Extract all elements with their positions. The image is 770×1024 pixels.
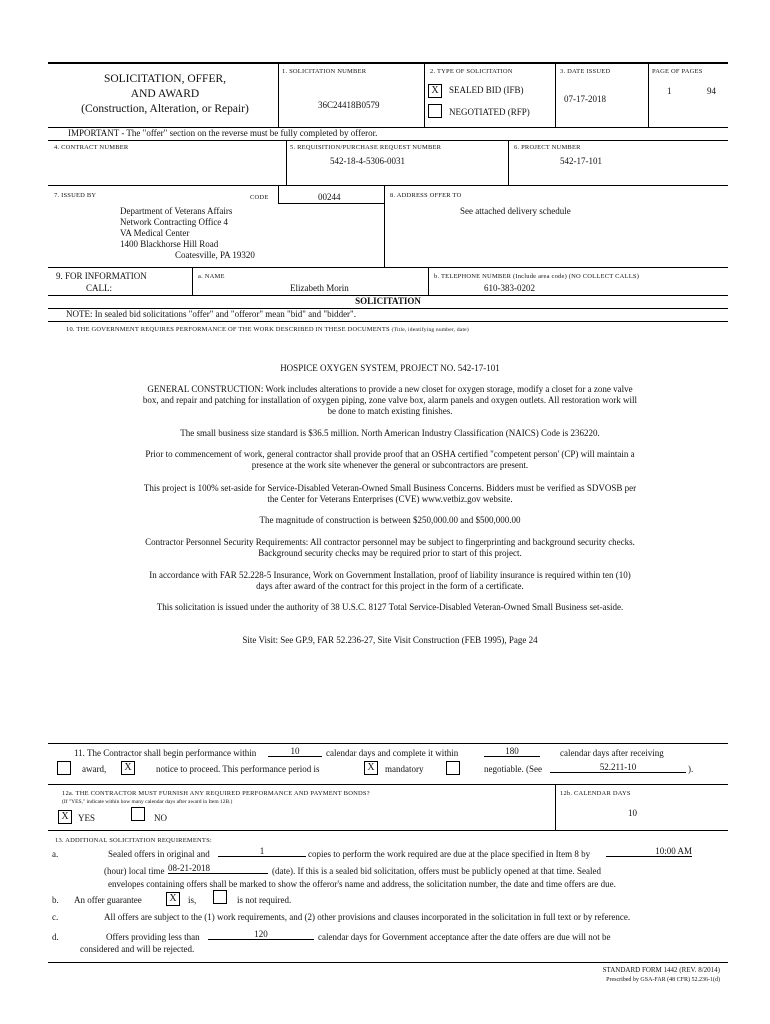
for-information-line2: CALL: [86, 283, 112, 293]
site-visit-paragraph: Site Visit: See GP.9, FAR 52.236-27, Site Visit Construction (FEB 1995), Page 24 [242, 635, 538, 645]
page-of-pages-label: PAGE OF PAGES [652, 68, 703, 75]
notice-to-proceed-label: notice to proceed. This performance period is [156, 764, 320, 774]
divider [278, 62, 279, 127]
contact-name-value: Elizabeth Morin [290, 283, 349, 293]
due-date-value: 08-21-2018 [168, 863, 268, 874]
telephone-value: 610-383-0202 [484, 283, 535, 293]
note-text: NOTE: In sealed bid solicitations "offer" and "offeror" mean "bid" and "bidder". [66, 309, 356, 319]
divider [648, 62, 649, 127]
bonds-yes-checkbox[interactable]: X [58, 810, 72, 824]
divider [384, 185, 385, 267]
insurance-paragraph: In accordance with FAR 52.228-5 Insurance, Work on Government Installation, proof of liability insurance is required within ten (10) days after award of the contract for this project in the form of a certificate. [149, 570, 631, 591]
item13d-letter: d. [52, 932, 59, 942]
issuer-line3: VA Medical Center [120, 228, 190, 238]
item13a-text3: (hour) local time [104, 866, 165, 876]
bonds-sublabel: (If "YES," indicate within how many calendar days after award in Item 12B.) [62, 799, 233, 805]
item13b-text: An offer guarantee [74, 895, 142, 905]
set-aside-paragraph: This project is 100% set-aside for Service-Disabled Veteran-Owned Small Business Concerns. Bidders must be verified as SDVOSB per the Center for Veterans Enterprises (CVE) www.vetbiz.gov website. [143, 483, 637, 504]
size-standard-paragraph: The small business size standard is $36.5 million. North American Industry Classification (NAICS) Code is 236220. [180, 428, 600, 438]
issuer-line2: Network Contracting Office 4 [120, 217, 229, 227]
mandatory-label: mandatory [385, 764, 424, 774]
guarantee-not-label: is not required. [237, 895, 292, 905]
item11-text3: calendar days after receiving [560, 748, 664, 758]
item10-label-text: 10. THE GOVERNMENT REQUIRES PERFORMANCE OF THE WORK DESCRIBED IN THESE DOCUMENTS [66, 326, 390, 333]
project-title: HOSPICE OXYGEN SYSTEM, PROJECT NO. 542-17-101 [280, 363, 500, 373]
page-number: 1 [667, 86, 672, 96]
contract-number-label: 4. CONTRACT NUMBER [54, 144, 129, 151]
telephone-label: b. TELEPHONE NUMBER (Include area code) (NO COLLECT CALLS) [434, 273, 640, 280]
divider [508, 140, 509, 185]
divider [286, 140, 287, 185]
form-title-line3: (Construction, Alteration, or Repair) [81, 103, 249, 115]
solicitation-number-label: 1. SOLICITATION NUMBER [282, 68, 367, 75]
rule [48, 743, 728, 744]
mandatory-checkbox[interactable]: X [364, 761, 378, 775]
item13c-letter: c. [52, 912, 59, 922]
rule [48, 830, 728, 831]
copies-value: 1 [218, 846, 306, 857]
see-clause-value: 52.211-10 [550, 762, 686, 773]
negotiable-label: negotiable. (See [484, 764, 542, 774]
acceptance-days-value: 120 [208, 929, 314, 940]
solicitation-type-label: 2. TYPE OF SOLICITATION [430, 68, 513, 75]
divider [555, 62, 556, 127]
issued-by-label: 7. ISSUED BY [54, 192, 97, 199]
contact-name-label: a. NAME [198, 273, 225, 280]
project-number-value: 542-17-101 [560, 156, 602, 166]
project-number-label: 6. PROJECT NUMBER [514, 144, 581, 151]
notice-to-proceed-checkbox[interactable]: X [121, 761, 135, 775]
sealed-bid-label: SEALED BID (IFB) [449, 85, 524, 95]
divider [555, 784, 556, 830]
magnitude-paragraph: The magnitude of construction is between $250,000.00 and $500,000.00 [259, 515, 521, 525]
authority-paragraph: This solicitation is issued under the authority of 38 U.S.C. 8127 Total Service-Disabled Veteran-Owned Small Business set-aside. [156, 602, 624, 612]
form-title-line1: SOLICITATION, OFFER, [103, 73, 227, 85]
calendar-days-value: 10 [628, 808, 637, 818]
calendar-days-label: 12b. CALENDAR DAYS [560, 790, 631, 797]
item13a-text1: Sealed offers in original and [108, 849, 210, 859]
rule [48, 267, 728, 268]
sealed-bid-checkbox[interactable]: X [428, 84, 442, 98]
security-paragraph: Contractor Personnel Security Requirements: All contractor personnel may be subject to fingerprinting and background security checks. Background security checks may be required prior to start of this project. [145, 537, 635, 558]
address-offer-to-label: 8. ADDRESS OFFER TO [390, 192, 462, 199]
item13b-letter: b. [52, 895, 59, 905]
guarantee-is-checkbox[interactable]: X [166, 892, 180, 906]
bonds-no-checkbox[interactable] [131, 807, 145, 821]
item11-text1: 11. The Contractor shall begin performance within [74, 748, 257, 758]
item13a-text4: (date). If this is a sealed bid solicitation, offers must be publicly opened at that time. Sealed [272, 866, 601, 876]
for-information-line1: 9. FOR INFORMATION [56, 271, 147, 281]
address-offer-to-value: See attached delivery schedule [460, 206, 571, 216]
award-checkbox[interactable] [57, 761, 71, 775]
guarantee-is-label: is, [188, 895, 197, 905]
important-notice: IMPORTANT - The "offer" section on the reverse must be fully completed by offeror. [68, 128, 378, 138]
divider [424, 62, 425, 127]
due-time-value: 10:00 AM [606, 846, 692, 857]
divider [278, 185, 279, 203]
item13a-text5: envelopes containing offers shall be marked to show the offeror's name and address, the solicitation number, the date and time offers are due. [108, 879, 616, 889]
negotiated-checkbox[interactable] [428, 104, 442, 118]
rule [48, 185, 728, 186]
divider [428, 267, 429, 295]
issuer-line1: Department of Veterans Affairs [120, 206, 233, 216]
bonds-yes-label: YES [78, 813, 96, 823]
for-information-label [56, 270, 147, 294]
bonds-no-label: NO [154, 813, 167, 823]
divider [192, 267, 193, 295]
additional-requirements-label: 13. ADDITIONAL SOLICITATION REQUIREMENTS: [55, 837, 212, 844]
requisition-value: 542-18-4-5306-0031 [330, 156, 405, 166]
bonds-label: 12a. THE CONTRACTOR MUST FURNISH ANY REQUIRED PERFORMANCE AND PAYMENT BONDS? [62, 790, 370, 797]
negotiated-label: NEGOTIATED (RFP) [449, 107, 530, 117]
item13d-text3: considered and will be rejected. [80, 944, 195, 954]
rule [48, 784, 728, 785]
osha-paragraph: Prior to commencement of work, general contractor shall provide proof that an OSHA certified "competent person' (CP) will maintain a presence at the work site whenever the general or subcontractors are present. [145, 449, 635, 470]
page-total: 94 [707, 86, 716, 96]
solicitation-heading: SOLICITATION [355, 296, 421, 306]
item11-close: ). [688, 764, 694, 774]
date-issued-label: 3. DATE ISSUED [560, 68, 611, 75]
item13d-text2: calendar days for Government acceptance after the date offers are due will not be [318, 932, 611, 942]
rule [48, 321, 728, 322]
code-label: CODE [250, 194, 269, 201]
form-identifier: STANDARD FORM 1442 (REV. 8/2014) [602, 966, 720, 974]
issuing-office-address [120, 206, 255, 261]
begin-days-value: 10 [268, 746, 322, 757]
solicitation-number-value: 36C24418B0579 [318, 100, 380, 110]
requisition-label: 5. REQUISITION/PURCHASE REQUEST NUMBER [290, 144, 442, 151]
rule [48, 140, 728, 141]
guarantee-not-checkbox[interactable] [213, 890, 227, 904]
item13d-text1: Offers providing less than [106, 932, 200, 942]
form-title [55, 72, 275, 117]
rule [48, 962, 728, 963]
item13a-letter: a. [52, 849, 59, 859]
issuer-line5: Coatesville, PA 19320 [175, 250, 255, 260]
top-rule [48, 62, 728, 64]
item10-label [66, 326, 469, 333]
negotiable-checkbox[interactable] [446, 761, 460, 775]
general-construction-paragraph: GENERAL CONSTRUCTION: Work includes alterations to provide a new closet for oxygen storage, modify a closet for a zone valve box, and repair and patching for installation of oxygen piping, zone valve box, alarm panels and oxygen outlets. All restoration work will be done to match existing finishes. [142, 384, 638, 416]
issuer-line4: 1400 Blackhorse Hill Road [120, 239, 219, 249]
award-label: award, [82, 764, 107, 774]
complete-days-value: 180 [484, 746, 540, 757]
item10-label-suffix: (Title, identifying number, date) [391, 327, 469, 333]
item11-text2: calendar days and complete it within [326, 748, 459, 758]
prescribed-by: Prescribed by GSA-FAR (48 CFR) 52.236-1(d) [606, 977, 720, 983]
rule [278, 203, 384, 204]
item13a-text2: copies to perform the work required are due at the place specified in Item 8 by [308, 849, 591, 859]
item13c-text: All offers are subject to the (1) work requirements, and (2) other provisions and clauses incorporated in the solicitation in full text or by reference. [104, 912, 631, 922]
date-issued-value: 07-17-2018 [564, 94, 606, 104]
code-value: 00244 [318, 192, 341, 202]
form-title-line2: AND AWARD [130, 88, 200, 100]
